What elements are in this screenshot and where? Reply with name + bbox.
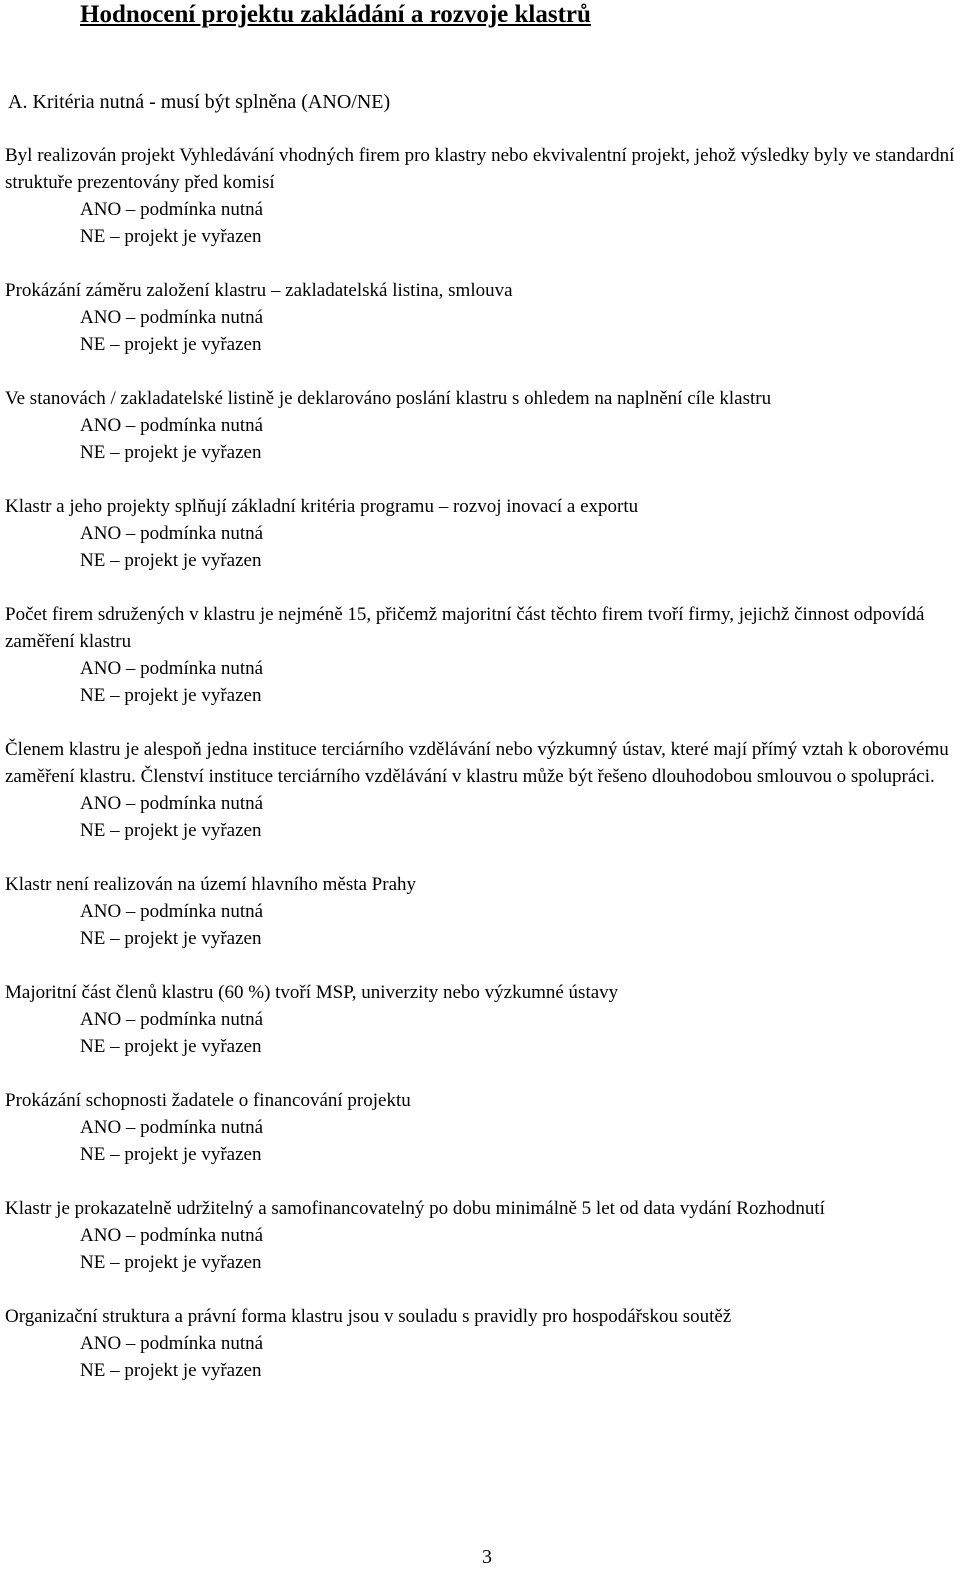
- criterion: [5, 601, 957, 709]
- criterion-text: Počet firem sdružených v klastru je nejméně 15, přičemž majoritní část těchto firem tvoří firmy, jejichž činnost odpovídá zaměření klastru: [5, 604, 925, 652]
- option-yes: ANO – podmínka nutná: [80, 1009, 264, 1030]
- document-title: Hodnocení projektu zakládání a rozvoje klastrů: [80, 1, 591, 28]
- option-no: NE – projekt je vyřazen: [80, 550, 262, 571]
- option-yes: ANO – podmínka nutná: [80, 1225, 264, 1246]
- criterion: [5, 736, 957, 844]
- criterion-text: Klastr není realizován na území hlavního města Prahy: [5, 874, 417, 895]
- criterion: [5, 871, 957, 952]
- option-no: NE – projekt je vyřazen: [80, 928, 262, 949]
- criterion: [5, 142, 957, 250]
- option-yes: ANO – podmínka nutná: [80, 793, 264, 814]
- option-no: NE – projekt je vyřazen: [80, 442, 262, 463]
- criterion-text: Členem klastru je alespoň jedna instituce terciárního vzdělávání nebo výzkumný ústav, které mají přímý vztah k oborovému zaměření klastru. Členství instituce terciárního vzdělávání v klastru může být řešeno dlouhodobou smlouvou o spolupráci.: [5, 739, 949, 787]
- criterion: [5, 385, 957, 466]
- page-number: 3: [482, 1546, 492, 1568]
- option-yes: ANO – podmínka nutná: [80, 658, 264, 679]
- criterion: [5, 277, 957, 358]
- option-yes: ANO – podmínka nutná: [80, 901, 264, 922]
- criterion-text: Organizační struktura a právní forma klastru jsou v souladu s pravidly pro hospodářskou soutěž: [5, 1306, 732, 1327]
- option-no: NE – projekt je vyřazen: [80, 1252, 262, 1273]
- criterion-text: Klastr je prokazatelně udržitelný a samofinancovatelný po dobu minimálně 5 let od data vydání Rozhodnutí: [5, 1198, 825, 1219]
- criteria-list: [5, 142, 957, 1411]
- option-yes: ANO – podmínka nutná: [80, 199, 264, 220]
- option-no: NE – projekt je vyřazen: [80, 1360, 262, 1381]
- option-no: NE – projekt je vyřazen: [80, 1144, 262, 1165]
- option-no: NE – projekt je vyřazen: [80, 685, 262, 706]
- option-no: NE – projekt je vyřazen: [80, 334, 262, 355]
- option-yes: ANO – podmínka nutná: [80, 523, 264, 544]
- criterion-text: Prokázání záměru založení klastru – zakladatelská listina, smlouva: [5, 280, 513, 301]
- option-yes: ANO – podmínka nutná: [80, 1117, 264, 1138]
- criterion-text: Ve stanovách / zakladatelské listině je deklarováno poslání klastru s ohledem na naplnění cíle klastru: [5, 388, 772, 409]
- criterion-text: Majoritní část členů klastru (60 %) tvoří MSP, univerzity nebo výzkumné ústavy: [5, 982, 619, 1003]
- option-no: NE – projekt je vyřazen: [80, 226, 262, 247]
- criterion: [5, 1303, 957, 1384]
- option-yes: ANO – podmínka nutná: [80, 415, 264, 436]
- option-yes: ANO – podmínka nutná: [80, 307, 264, 328]
- criterion: [5, 979, 957, 1060]
- option-no: NE – projekt je vyřazen: [80, 820, 262, 841]
- criterion-text: Klastr a jeho projekty splňují základní kritéria programu – rozvoj inovací a exportu: [5, 496, 639, 517]
- criterion-text: Prokázání schopnosti žadatele o financování projektu: [5, 1090, 411, 1111]
- criterion-text: Byl realizován projekt Vyhledávání vhodných firem pro klastry nebo ekvivalentní projekt, jehož výsledky byly ve standardní struktuře prezentovány před komisí: [5, 145, 955, 193]
- criterion: [5, 1195, 957, 1276]
- option-no: NE – projekt je vyřazen: [80, 1036, 262, 1057]
- criterion: [5, 493, 957, 574]
- criterion: [5, 1087, 957, 1168]
- section-heading: A. Kritéria nutná - musí být splněna (ANO/NE): [8, 91, 391, 113]
- option-yes: ANO – podmínka nutná: [80, 1333, 264, 1354]
